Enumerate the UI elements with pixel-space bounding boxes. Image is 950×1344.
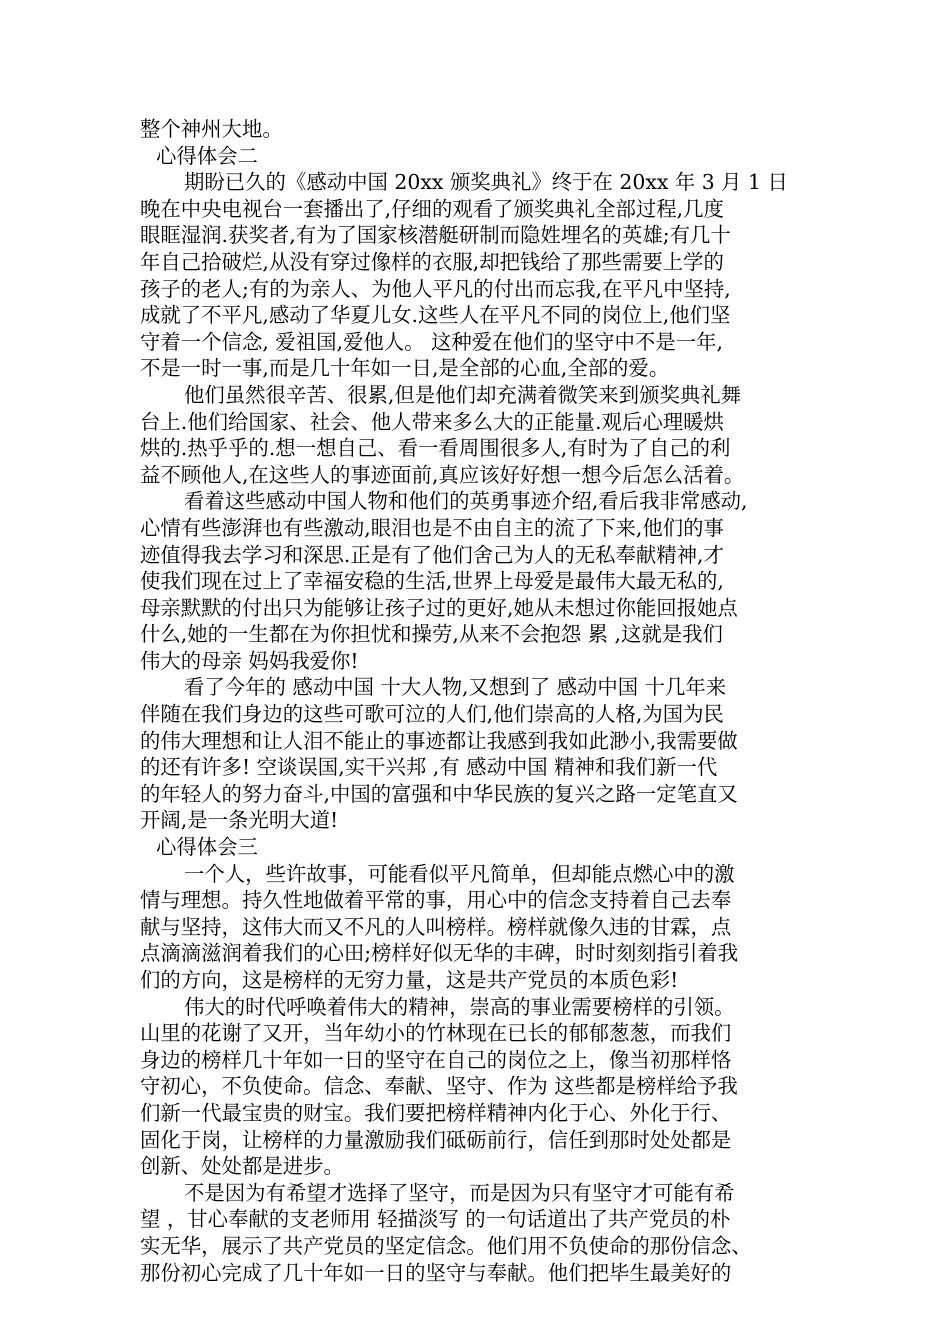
text-line: 不是因为有希望才选择了坚守，而是因为只有坚守才可能有希 (184, 1180, 735, 1205)
text-line: 守初心，不负使命。信念、奉献、坚守、作为 这些都是榜样给予我 (140, 1074, 738, 1099)
text-line: 看着这些感动中国人物和他们的英勇事迹介绍,看后我非常感动, (184, 489, 748, 514)
text-line: 伴随在我们身边的这些可歌可泣的人们,他们崇高的人格,为国为民 (140, 702, 724, 727)
text-line: 山里的花谢了又开，当年幼小的竹林现在已长的郁郁葱葱，而我们 (140, 1021, 732, 1046)
text-line: 母亲默默的付出只为能够让孩子过的更好,她从未想过你能回报她点 (140, 595, 738, 620)
text-line: 开阔,是一条光明大道! (140, 808, 339, 833)
text-line: 孩子的老人;有的为亲人、为他人平凡的付出而忘我,在平凡中坚持, (140, 276, 731, 301)
text-line: 整个神州大地。 (140, 117, 283, 141)
text-line: 烘的.热乎乎的.想一想自己、看一看周围很多人,有时为了自己的利 (140, 436, 731, 461)
text-line: 们的方向，这是榜样的无穷力量，这是共产党员的本质色彩! (140, 968, 679, 992)
document-body (140, 116, 820, 1286)
text-line: 点滴滴滋润着我们的心田;榜样好似无华的丰碑，时时刻刻指引着我 (140, 941, 739, 966)
text-line: 们新一代最宝贵的财宝。我们要把榜样精神内化于心、外化于行、 (140, 1100, 732, 1125)
text-line: 献与坚持，这伟大而又不凡的人叫榜样。榜样就像久违的甘霖，点 (140, 914, 732, 939)
text-line: 情与理想。持久性地做着平常的事，用心中的信念支持着自己去奉 (140, 888, 732, 913)
text-line: 迹值得我去学习和深思.正是有了他们舍己为人的无私奉献精神,才 (140, 542, 724, 567)
text-line: 身边的榜样几十年如一日的坚守在自己的岗位之上，像当初那样恪 (140, 1047, 732, 1072)
text-line: 创新、处处都是进步。 (140, 1154, 344, 1179)
text-line: 的年轻人的努力奋斗,中国的富强和中华民族的复兴之路一定笔直又 (140, 781, 738, 806)
text-line: 他们虽然很辛苦、很累,但是他们却充满着微笑来到颁奖典礼舞 (184, 382, 742, 407)
text-line: 的伟大理想和让人泪不能止的事迹都让我感到我如此渺小,我需要做 (140, 728, 738, 753)
section-heading: 心得体会三 (156, 835, 258, 860)
text-line: 益不顾他人,在这些人的事迹面前,真应该好好想一想今后怎么活着。 (140, 462, 745, 487)
text-line: 实无华，展示了共产党员的坚定信念。他们用不负使命的那份信念、 (140, 1233, 752, 1258)
text-line: 望 ，甘心奉献的支老师用 轻描淡写 的一句话道出了共产党员的朴 (140, 1207, 731, 1232)
text-line: 伟大的时代呼唤着伟大的精神，崇高的事业需要榜样的引领。 (184, 994, 735, 1019)
text-line: 看了今年的 感动中国 十大人物,又想到了 感动中国 十几年来 (184, 675, 727, 700)
text-line: 守着一个信念, 爱祖国,爱他人。 这种爱在他们的坚守中不是一年, (140, 329, 723, 354)
section-heading: 心得体会二 (156, 143, 258, 168)
text-line: 使我们现在过上了幸福安稳的生活,世界上母爱是最伟大最无私的, (140, 569, 724, 594)
text-line: 不是一时一事,而是几十年如一日,是全部的心血,全部的爱。 (140, 356, 670, 381)
text-line: 一个人，些许故事，可能看似平凡简单，但却能点燃心中的激 (184, 861, 735, 886)
text-line: 的还有许多! 空谈误国,实干兴邦 ,有 感动中国 精神和我们新一代 (140, 755, 718, 780)
text-line: 什么,她的一生都在为你担忧和操劳,从来不会抱怨 累 ,这就是我们 (140, 622, 723, 647)
text-line: 年自己拾破烂,从没有穿过像样的衣服,却把钱给了那些需要上学的 (140, 249, 724, 274)
text-line: 伟大的母亲 妈妈我爱你! (140, 648, 359, 673)
text-line: 眼眶湿润.获奖者,有为了国家核潜艇研制而隐姓埋名的英雄;有几十 (140, 223, 731, 248)
text-line: 成就了不平凡,感动了华夏儿女.这些人在平凡不同的岗位上,他们坚 (140, 303, 731, 328)
text-line: 心情有些澎湃也有些激动,眼泪也是不由自主的流了下来,他们的事 (140, 515, 724, 540)
text-line: 台上.他们给国家、社会、他人带来多么大的正能量.观后心理暖烘 (140, 409, 724, 434)
text-line: 固化于岗，让榜样的力量激励我们砥砺前行，信任到那时处处都是 (140, 1127, 732, 1152)
text-line: 晚在中央电视台一套播出了,仔细的观看了颁奖典礼全部过程,几度 (140, 196, 724, 221)
text-line: 那份初心完成了几十年如一日的坚守与奉献。他们把毕生最美好的 (140, 1260, 732, 1285)
text-line: 期盼已久的《感动中国 20xx 颁奖典礼》终于在 20xx 年 3 月 1 日 (184, 170, 788, 195)
